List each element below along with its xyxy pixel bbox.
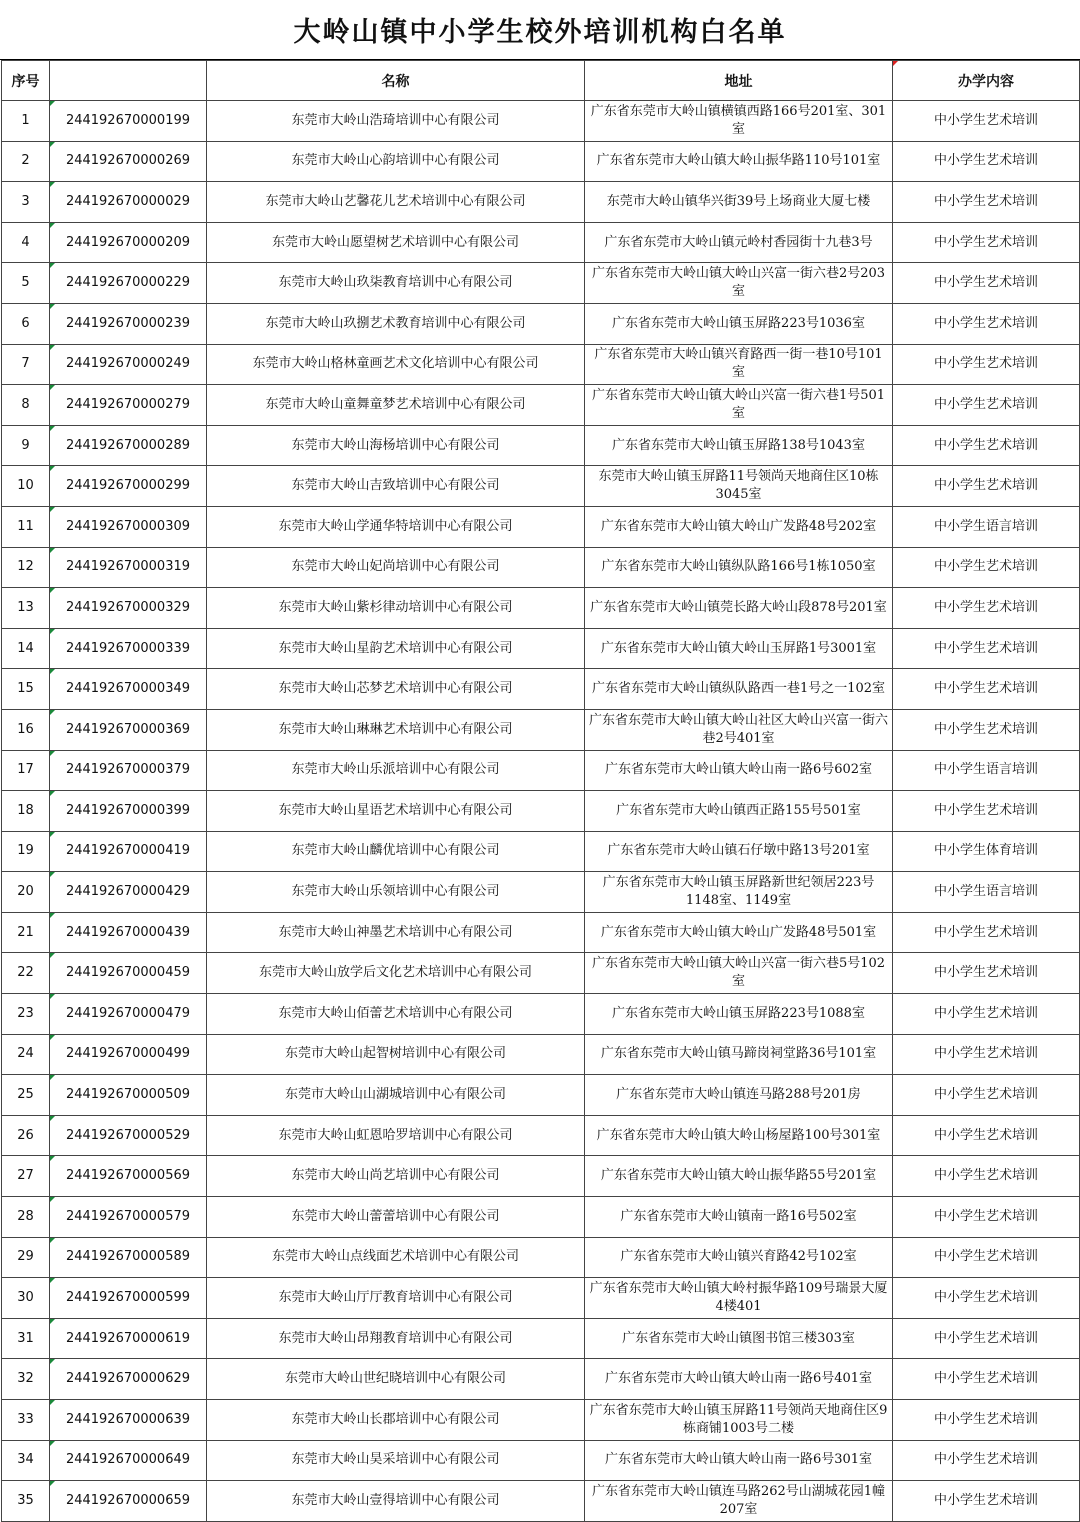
row-address-cell[interactable]: 广东省东莞市大岭山镇横镇西路166号201室、301室 bbox=[585, 101, 893, 142]
row-name-cell[interactable]: 东莞市大岭山长郡培训中心有限公司 bbox=[207, 1400, 585, 1441]
row-address-cell[interactable]: 广东省东莞市大岭山镇纵队路西一巷1号之一102室 bbox=[585, 669, 893, 710]
row-name-cell[interactable]: 东莞市大岭山童舞童梦艺术培训中心有限公司 bbox=[207, 385, 585, 426]
row-code-cell[interactable]: 244192670000589 bbox=[50, 1237, 207, 1278]
table-row bbox=[2, 1318, 1080, 1359]
row-address-cell[interactable]: 广东省东莞市大岭山镇元岭村香园街十九巷3号 bbox=[585, 222, 893, 263]
table-body bbox=[2, 101, 1080, 1522]
row-address-cell[interactable]: 广东省东莞市大岭山镇大岭山兴富一街六巷5号102室 bbox=[585, 953, 893, 994]
row-name-cell[interactable]: 东莞市大岭山山湖城培训中心有限公司 bbox=[207, 1075, 585, 1116]
row-seq-cell[interactable]: 16 bbox=[2, 709, 50, 750]
row-seq-cell[interactable]: 13 bbox=[2, 588, 50, 629]
row-seq-cell[interactable]: 27 bbox=[2, 1156, 50, 1197]
row-content-cell[interactable]: 中小学生艺术培训 bbox=[893, 1197, 1080, 1238]
row-content-cell[interactable]: 中小学生艺术培训 bbox=[893, 303, 1080, 344]
row-address-cell[interactable]: 广东省东莞市大岭山镇大岭山南一路6号301室 bbox=[585, 1440, 893, 1481]
row-name-cell[interactable]: 东莞市大岭山愿望树艺术培训中心有限公司 bbox=[207, 222, 585, 263]
row-address-cell[interactable]: 广东省东莞市大岭山镇图书馆三楼303室 bbox=[585, 1318, 893, 1359]
row-code-cell[interactable]: 244192670000499 bbox=[50, 1034, 207, 1075]
row-content-cell[interactable]: 中小学生艺术培训 bbox=[893, 1237, 1080, 1278]
table-row bbox=[2, 101, 1080, 142]
row-seq-cell[interactable]: 32 bbox=[2, 1359, 50, 1400]
row-seq-cell[interactable]: 7 bbox=[2, 344, 50, 385]
table-row bbox=[2, 669, 1080, 710]
row-content-cell[interactable]: 中小学生体育培训 bbox=[893, 831, 1080, 872]
row-address-cell[interactable]: 广东省东莞市大岭山镇大岭山玉屏路1号3001室 bbox=[585, 628, 893, 669]
row-content-cell[interactable]: 中小学生艺术培训 bbox=[893, 1359, 1080, 1400]
row-name-cell[interactable]: 东莞市大岭山学通华特培训中心有限公司 bbox=[207, 506, 585, 547]
row-content-cell[interactable]: 中小学生艺术培训 bbox=[893, 628, 1080, 669]
row-seq-cell[interactable]: 18 bbox=[2, 791, 50, 832]
row-seq-cell[interactable]: 2 bbox=[2, 141, 50, 182]
row-address-cell[interactable]: 广东省东莞市大岭山镇兴育路西一街一巷10号101室 bbox=[585, 344, 893, 385]
row-code-cell[interactable]: 244192670000639 bbox=[50, 1400, 207, 1441]
row-content-cell[interactable]: 中小学生艺术培训 bbox=[893, 1278, 1080, 1319]
table-row bbox=[2, 994, 1080, 1035]
row-code-cell[interactable]: 244192670000209 bbox=[50, 222, 207, 263]
row-address-cell[interactable]: 广东省东莞市大岭山镇玉屏路223号1088室 bbox=[585, 994, 893, 1035]
row-address-cell[interactable]: 广东省东莞市大岭山镇连马路262号山湖城花园1幢207室 bbox=[585, 1481, 893, 1522]
row-address-cell[interactable]: 广东省东莞市大岭山镇玉屏路11号领尚天地商住区9栋商铺1003号二楼 bbox=[585, 1400, 893, 1441]
row-code-cell[interactable]: 244192670000399 bbox=[50, 791, 207, 832]
table-row bbox=[2, 425, 1080, 466]
row-seq-cell[interactable]: 10 bbox=[2, 466, 50, 507]
row-address-cell[interactable]: 广东省东莞市大岭山镇大岭山南一路6号602室 bbox=[585, 750, 893, 791]
row-content-cell[interactable]: 中小学生艺术培训 bbox=[893, 385, 1080, 426]
row-address-cell[interactable]: 广东省东莞市大岭山镇玉屏路223号1036室 bbox=[585, 303, 893, 344]
row-code-cell[interactable]: 244192670000319 bbox=[50, 547, 207, 588]
header-name[interactable]: 名称 bbox=[207, 61, 585, 101]
row-code-cell[interactable]: 244192670000569 bbox=[50, 1156, 207, 1197]
row-content-cell[interactable]: 中小学生艺术培训 bbox=[893, 912, 1080, 953]
row-address-cell[interactable]: 广东省东莞市大岭山镇玉屏路新世纪领居223号1148室、1149室 bbox=[585, 872, 893, 913]
row-code-cell[interactable]: 244192670000309 bbox=[50, 506, 207, 547]
row-seq-cell[interactable]: 8 bbox=[2, 385, 50, 426]
table-row bbox=[2, 1400, 1080, 1441]
row-address-cell[interactable]: 广东省东莞市大岭山镇南一路16号502室 bbox=[585, 1197, 893, 1238]
row-content-cell[interactable]: 中小学生艺术培训 bbox=[893, 182, 1080, 223]
row-code-cell[interactable]: 244192670000279 bbox=[50, 385, 207, 426]
row-name-cell[interactable]: 东莞市大岭山麟优培训中心有限公司 bbox=[207, 831, 585, 872]
row-name-cell[interactable]: 东莞市大岭山乐派培训中心有限公司 bbox=[207, 750, 585, 791]
row-seq-cell[interactable]: 22 bbox=[2, 953, 50, 994]
row-name-cell[interactable]: 东莞市大岭山艺馨花儿艺术培训中心有限公司 bbox=[207, 182, 585, 223]
table-row bbox=[2, 831, 1080, 872]
row-name-cell[interactable]: 东莞市大岭山点线面艺术培训中心有限公司 bbox=[207, 1237, 585, 1278]
row-seq-cell[interactable]: 19 bbox=[2, 831, 50, 872]
row-code-cell[interactable]: 244192670000299 bbox=[50, 466, 207, 507]
row-content-cell[interactable]: 中小学生艺术培训 bbox=[893, 141, 1080, 182]
row-content-cell[interactable]: 中小学生艺术培训 bbox=[893, 994, 1080, 1035]
row-content-cell[interactable]: 中小学生艺术培训 bbox=[893, 344, 1080, 385]
row-address-cell[interactable]: 广东省东莞市大岭山镇大岭村振华路109号瑞景大厦4楼401 bbox=[585, 1278, 893, 1319]
table-row bbox=[2, 1156, 1080, 1197]
row-name-cell[interactable]: 东莞市大岭山琳琳艺术培训中心有限公司 bbox=[207, 709, 585, 750]
row-seq-cell[interactable]: 4 bbox=[2, 222, 50, 263]
page-title: 大岭山镇中小学生校外培训机构白名单 bbox=[0, 0, 1080, 60]
row-content-cell[interactable]: 中小学生艺术培训 bbox=[893, 222, 1080, 263]
row-address-cell[interactable]: 广东省东莞市大岭山镇兴育路42号102室 bbox=[585, 1237, 893, 1278]
row-content-cell[interactable]: 中小学生艺术培训 bbox=[893, 1115, 1080, 1156]
row-content-cell[interactable]: 中小学生艺术培训 bbox=[893, 1400, 1080, 1441]
row-name-cell[interactable]: 东莞市大岭山厅厅教育培训中心有限公司 bbox=[207, 1278, 585, 1319]
row-name-cell[interactable]: 东莞市大岭山星语艺术培训中心有限公司 bbox=[207, 791, 585, 832]
row-code-cell[interactable]: 244192670000579 bbox=[50, 1197, 207, 1238]
table-row bbox=[2, 1440, 1080, 1481]
row-address-cell[interactable]: 广东省东莞市大岭山镇大岭山兴富一街六巷2号203室 bbox=[585, 263, 893, 304]
row-content-cell[interactable]: 中小学生艺术培训 bbox=[893, 1075, 1080, 1116]
row-content-cell[interactable]: 中小学生艺术培训 bbox=[893, 669, 1080, 710]
row-code-cell[interactable]: 244192670000459 bbox=[50, 953, 207, 994]
row-content-cell[interactable]: 中小学生艺术培训 bbox=[893, 425, 1080, 466]
row-name-cell[interactable]: 东莞市大岭山心韵培训中心有限公司 bbox=[207, 141, 585, 182]
row-address-cell[interactable]: 广东省东莞市大岭山镇玉屏路138号1043室 bbox=[585, 425, 893, 466]
table-row bbox=[2, 872, 1080, 913]
row-content-cell[interactable]: 中小学生艺术培训 bbox=[893, 588, 1080, 629]
row-code-cell[interactable]: 244192670000419 bbox=[50, 831, 207, 872]
row-address-cell[interactable]: 广东省东莞市大岭山镇大岭山振华路55号201室 bbox=[585, 1156, 893, 1197]
row-code-cell[interactable]: 244192670000439 bbox=[50, 912, 207, 953]
row-code-cell[interactable]: 244192670000339 bbox=[50, 628, 207, 669]
header-content[interactable]: 办学内容 bbox=[893, 61, 1080, 101]
row-address-cell[interactable]: 广东省东莞市大岭山镇大岭山广发路48号501室 bbox=[585, 912, 893, 953]
row-content-cell[interactable]: 中小学生艺术培训 bbox=[893, 466, 1080, 507]
row-name-cell[interactable]: 东莞市大岭山昂翔教育培训中心有限公司 bbox=[207, 1318, 585, 1359]
row-seq-cell[interactable]: 9 bbox=[2, 425, 50, 466]
row-content-cell[interactable]: 中小学生语言培训 bbox=[893, 750, 1080, 791]
row-content-cell[interactable]: 中小学生艺术培训 bbox=[893, 101, 1080, 142]
row-content-cell[interactable]: 中小学生语言培训 bbox=[893, 506, 1080, 547]
row-name-cell[interactable]: 东莞市大岭山吉致培训中心有限公司 bbox=[207, 466, 585, 507]
row-content-cell[interactable]: 中小学生艺术培训 bbox=[893, 1481, 1080, 1522]
row-code-cell[interactable]: 244192670000659 bbox=[50, 1481, 207, 1522]
row-address-cell[interactable]: 广东省东莞市大岭山镇大岭山广发路48号202室 bbox=[585, 506, 893, 547]
row-code-cell[interactable]: 244192670000249 bbox=[50, 344, 207, 385]
row-name-cell[interactable]: 东莞市大岭山虹恩哈罗培训中心有限公司 bbox=[207, 1115, 585, 1156]
row-seq-cell[interactable]: 17 bbox=[2, 750, 50, 791]
row-name-cell[interactable]: 东莞市大岭山佰蕾艺术培训中心有限公司 bbox=[207, 994, 585, 1035]
row-code-cell[interactable]: 244192670000369 bbox=[50, 709, 207, 750]
row-seq-cell[interactable]: 25 bbox=[2, 1075, 50, 1116]
row-address-cell[interactable]: 广东省东莞市大岭山镇大岭山社区大岭山兴富一街六巷2号401室 bbox=[585, 709, 893, 750]
table-row bbox=[2, 912, 1080, 953]
row-seq-cell[interactable]: 29 bbox=[2, 1237, 50, 1278]
row-code-cell[interactable]: 244192670000599 bbox=[50, 1278, 207, 1319]
row-code-cell[interactable]: 244192670000629 bbox=[50, 1359, 207, 1400]
row-content-cell[interactable]: 中小学生艺术培训 bbox=[893, 263, 1080, 304]
table-row bbox=[2, 1278, 1080, 1319]
row-seq-cell[interactable]: 24 bbox=[2, 1034, 50, 1075]
row-name-cell[interactable]: 东莞市大岭山尚艺培训中心有限公司 bbox=[207, 1156, 585, 1197]
row-address-cell[interactable]: 广东省东莞市大岭山镇石仔墩中路13号201室 bbox=[585, 831, 893, 872]
row-seq-cell[interactable]: 1 bbox=[2, 101, 50, 142]
table-row bbox=[2, 385, 1080, 426]
table-row bbox=[2, 303, 1080, 344]
row-content-cell[interactable]: 中小学生艺术培训 bbox=[893, 1440, 1080, 1481]
table-row bbox=[2, 1359, 1080, 1400]
row-address-cell[interactable]: 广东省东莞市大岭山镇连马路288号201房 bbox=[585, 1075, 893, 1116]
row-seq-cell[interactable]: 3 bbox=[2, 182, 50, 223]
row-code-cell[interactable]: 244192670000349 bbox=[50, 669, 207, 710]
row-content-cell[interactable]: 中小学生语言培训 bbox=[893, 872, 1080, 913]
row-address-cell[interactable]: 广东省东莞市大岭山镇莞长路大岭山段878号201室 bbox=[585, 588, 893, 629]
row-name-cell[interactable]: 东莞市大岭山星韵艺术培训中心有限公司 bbox=[207, 628, 585, 669]
row-content-cell[interactable]: 中小学生艺术培训 bbox=[893, 547, 1080, 588]
row-address-cell[interactable]: 广东省东莞市大岭山镇纵队路166号1栋1050室 bbox=[585, 547, 893, 588]
row-content-cell[interactable]: 中小学生艺术培训 bbox=[893, 1034, 1080, 1075]
row-name-cell[interactable]: 东莞市大岭山放学后文化艺术培训中心有限公司 bbox=[207, 953, 585, 994]
table-row bbox=[2, 1115, 1080, 1156]
row-content-cell[interactable]: 中小学生艺术培训 bbox=[893, 709, 1080, 750]
table-row bbox=[2, 344, 1080, 385]
row-address-cell[interactable]: 东莞市大岭山镇华兴街39号上场商业大厦七楼 bbox=[585, 182, 893, 223]
row-content-cell[interactable]: 中小学生艺术培训 bbox=[893, 791, 1080, 832]
row-code-cell[interactable]: 244192670000269 bbox=[50, 141, 207, 182]
row-address-cell[interactable]: 广东省东莞市大岭山镇大岭山杨屋路100号301室 bbox=[585, 1115, 893, 1156]
header-address[interactable]: 地址 bbox=[585, 61, 893, 101]
row-name-cell[interactable]: 东莞市大岭山玖捌艺术教育培训中心有限公司 bbox=[207, 303, 585, 344]
table-row bbox=[2, 1075, 1080, 1116]
row-name-cell[interactable]: 东莞市大岭山神墨艺术培训中心有限公司 bbox=[207, 912, 585, 953]
row-address-cell[interactable]: 东莞市大岭山镇玉屏路11号领尚天地商住区10栋3045室 bbox=[585, 466, 893, 507]
table-row bbox=[2, 466, 1080, 507]
row-name-cell[interactable]: 东莞市大岭山紫杉律动培训中心有限公司 bbox=[207, 588, 585, 629]
row-code-cell[interactable]: 244192670000509 bbox=[50, 1075, 207, 1116]
table-row bbox=[2, 628, 1080, 669]
row-code-cell[interactable]: 244192670000649 bbox=[50, 1440, 207, 1481]
table-row bbox=[2, 1481, 1080, 1522]
row-code-cell[interactable]: 244192670000429 bbox=[50, 872, 207, 913]
header-row bbox=[2, 61, 1080, 101]
table-row bbox=[2, 1237, 1080, 1278]
row-code-cell[interactable]: 244192670000479 bbox=[50, 994, 207, 1035]
row-name-cell[interactable]: 东莞市大岭山乐领培训中心有限公司 bbox=[207, 872, 585, 913]
row-seq-cell[interactable]: 26 bbox=[2, 1115, 50, 1156]
table-row bbox=[2, 588, 1080, 629]
table-row bbox=[2, 141, 1080, 182]
row-code-cell[interactable]: 244192670000379 bbox=[50, 750, 207, 791]
table-row bbox=[2, 953, 1080, 994]
row-seq-cell[interactable]: 11 bbox=[2, 506, 50, 547]
row-seq-cell[interactable]: 15 bbox=[2, 669, 50, 710]
row-seq-cell[interactable]: 33 bbox=[2, 1400, 50, 1441]
row-code-cell[interactable]: 244192670000239 bbox=[50, 303, 207, 344]
table-row bbox=[2, 263, 1080, 304]
header-seq[interactable]: 序号 bbox=[2, 61, 50, 101]
row-seq-cell[interactable]: 21 bbox=[2, 912, 50, 953]
table-row bbox=[2, 750, 1080, 791]
row-name-cell[interactable]: 东莞市大岭山世纪晓培训中心有限公司 bbox=[207, 1359, 585, 1400]
row-address-cell[interactable]: 广东省东莞市大岭山镇西正路155号501室 bbox=[585, 791, 893, 832]
row-seq-cell[interactable]: 34 bbox=[2, 1440, 50, 1481]
row-seq-cell[interactable]: 5 bbox=[2, 263, 50, 304]
row-name-cell[interactable]: 东莞市大岭山起智树培训中心有限公司 bbox=[207, 1034, 585, 1075]
row-seq-cell[interactable]: 20 bbox=[2, 872, 50, 913]
table-row bbox=[2, 506, 1080, 547]
table-row bbox=[2, 709, 1080, 750]
row-seq-cell[interactable]: 6 bbox=[2, 303, 50, 344]
row-address-cell[interactable]: 广东省东莞市大岭山镇大岭山南一路6号401室 bbox=[585, 1359, 893, 1400]
table-row bbox=[2, 1197, 1080, 1238]
row-seq-cell[interactable]: 28 bbox=[2, 1197, 50, 1238]
row-address-cell[interactable]: 广东省东莞市大岭山镇大岭山兴富一街六巷1号501室 bbox=[585, 385, 893, 426]
row-code-cell[interactable]: 244192670000029 bbox=[50, 182, 207, 223]
row-content-cell[interactable]: 中小学生艺术培训 bbox=[893, 1318, 1080, 1359]
row-code-cell[interactable]: 244192670000329 bbox=[50, 588, 207, 629]
row-name-cell[interactable]: 东莞市大岭山妃尚培训中心有限公司 bbox=[207, 547, 585, 588]
whitelist-table bbox=[1, 60, 1080, 1522]
row-name-cell[interactable]: 东莞市大岭山芯梦艺术培训中心有限公司 bbox=[207, 669, 585, 710]
row-content-cell[interactable]: 中小学生艺术培训 bbox=[893, 953, 1080, 994]
table-row bbox=[2, 791, 1080, 832]
row-seq-cell[interactable]: 30 bbox=[2, 1278, 50, 1319]
row-name-cell[interactable]: 东莞市大岭山格林童画艺术文化培训中心有限公司 bbox=[207, 344, 585, 385]
table-row bbox=[2, 182, 1080, 223]
row-name-cell[interactable]: 东莞市大岭山浩琦培训中心有限公司 bbox=[207, 101, 585, 142]
row-seq-cell[interactable]: 14 bbox=[2, 628, 50, 669]
row-seq-cell[interactable]: 31 bbox=[2, 1318, 50, 1359]
row-seq-cell[interactable]: 35 bbox=[2, 1481, 50, 1522]
row-name-cell[interactable]: 东莞市大岭山壹得培训中心有限公司 bbox=[207, 1481, 585, 1522]
row-content-cell[interactable]: 中小学生艺术培训 bbox=[893, 1156, 1080, 1197]
row-name-cell[interactable]: 东莞市大岭山蕾蕾培训中心有限公司 bbox=[207, 1197, 585, 1238]
row-name-cell[interactable]: 东莞市大岭山昊采培训中心有限公司 bbox=[207, 1440, 585, 1481]
table-row bbox=[2, 1034, 1080, 1075]
row-seq-cell[interactable]: 23 bbox=[2, 994, 50, 1035]
row-code-cell[interactable]: 244192670000619 bbox=[50, 1318, 207, 1359]
table-row bbox=[2, 222, 1080, 263]
row-code-cell[interactable]: 244192670000289 bbox=[50, 425, 207, 466]
row-address-cell[interactable]: 广东省东莞市大岭山镇马蹄岗祠堂路36号101室 bbox=[585, 1034, 893, 1075]
row-address-cell[interactable]: 广东省东莞市大岭山镇大岭山振华路110号101室 bbox=[585, 141, 893, 182]
row-name-cell[interactable]: 东莞市大岭山玖柒教育培训中心有限公司 bbox=[207, 263, 585, 304]
row-code-cell[interactable]: 244192670000529 bbox=[50, 1115, 207, 1156]
row-code-cell[interactable]: 244192670000199 bbox=[50, 101, 207, 142]
header-code[interactable] bbox=[50, 61, 207, 101]
row-seq-cell[interactable]: 12 bbox=[2, 547, 50, 588]
row-name-cell[interactable]: 东莞市大岭山海杨培训中心有限公司 bbox=[207, 425, 585, 466]
row-code-cell[interactable]: 244192670000229 bbox=[50, 263, 207, 304]
table-row bbox=[2, 547, 1080, 588]
